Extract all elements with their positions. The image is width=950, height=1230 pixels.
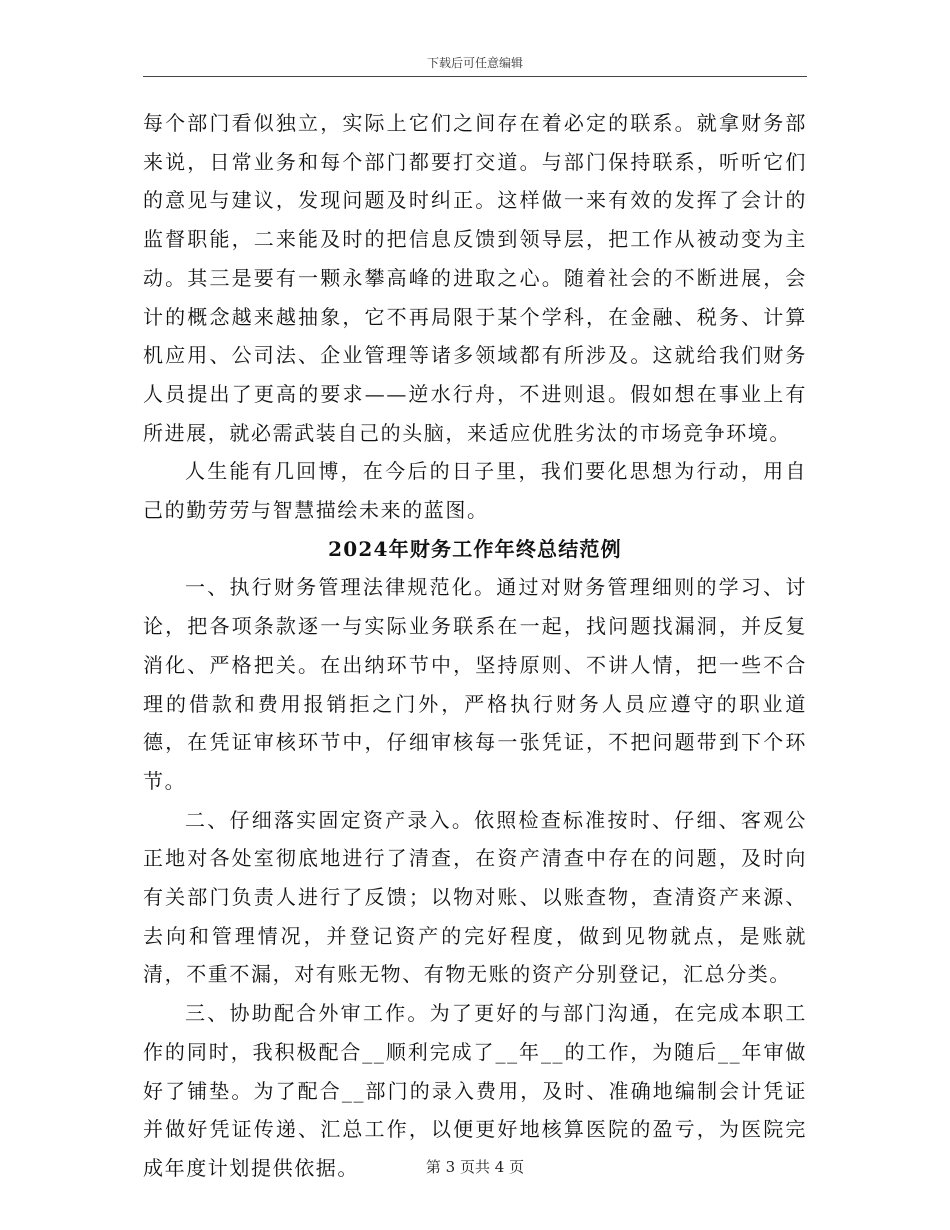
- body-paragraph-3: 一、执行财务管理法律规范化。通过对财务管理细则的学习、讨论，把各项条款逐一与实际业务联系在一起，找问题找漏洞，并反复消化、严格把关。在出纳环节中，坚持原则、不讲人情，把一些不合理的借款和费用报销拒之门外，严格执行财务人员应遵守的职业道德，在凭证审核环节中，仔细审核每一张凭证，不把问题带到下个环节。: [143, 575, 807, 793]
- section-title: 2024年财务工作年终总结范例: [328, 536, 622, 561]
- body-paragraph-1: 每个部门看似独立，实际上它们之间存在着必定的联系。就拿财务部来说，日常业务和每个部门都要打交道。与部门保持联系，听听它们的意见与建议，发现问题及时纠正。这样做一来有效的发挥了会计的监督职能，二来能及时的把信息反馈到领导层，把工作从被动变为主动。其三是要有一颗永攀高峰的进取之心。随着社会的不断进展，会计的概念越来越抽象，它不再局限于某个学科，在金融、税务、计算机应用、公司法、企业管理等诸多领域都有所涉及。这就给我们财务人员提出了更高的要求——逆水行舟，不进则退。假如想在事业上有所进展，就必需武装自己的头脑，来适应优胜劣汰的市场竞争环境。: [143, 111, 807, 445]
- header-divider: [143, 76, 807, 77]
- document-body: [143, 104, 807, 1188]
- body-paragraph-4: 二、仔细落实固定资产录入。依照检查标准按时、仔细、客观公正地对各处室彻底地进行了清查，在资产清查中存在的问题，及时向有关部门负责人进行了反馈；以物对账、以账查物，查清资产来源、去向和管理情况，并登记资产的完好程度，做到见物就点，是账就清，不重不漏，对有账无物、有物无账的资产分别登记，汇总分类。: [143, 807, 807, 987]
- page-header: 下载后可任意编辑: [426, 56, 523, 70]
- body-paragraph-5: 三、协助配合外审工作。为了更好的与部门沟通，在完成本职工作的同时，我积极配合__顺利完成了__年__的工作，为随后__年审做好了铺垫。为了配合__部门的录入费用，及时、准确地编制会计凭证并做好凭证传递、汇总工作，以便更好地核算医院的盈亏，为医院完成年度计划提供依据。: [143, 1001, 807, 1180]
- body-paragraph-2: 人生能有几回博，在今后的日子里，我们要化思想为行动，用自己的勤劳劳与智慧描绘未来的蓝图。: [143, 459, 807, 523]
- page-footer: 第 3 页共 4 页: [425, 1158, 525, 1176]
